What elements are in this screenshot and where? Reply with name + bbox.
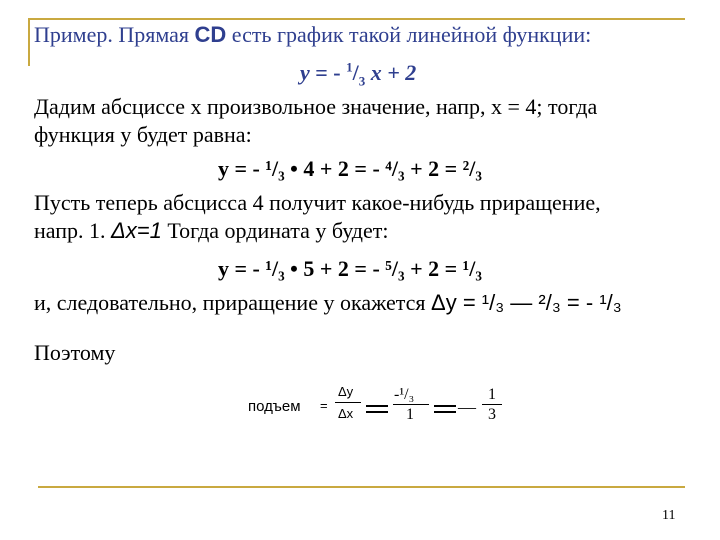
fraction2-bar [482, 404, 502, 405]
equals-bar-2a [434, 405, 456, 407]
fraction1-bar [393, 404, 429, 405]
equals-bar-1b [366, 411, 388, 413]
slope-label: подъем [248, 398, 301, 415]
slope-dy: Δy [338, 384, 354, 399]
therefore-text: Поэтому [34, 340, 116, 365]
para1-line2: функция у будет равна: [34, 122, 252, 147]
fraction1-numerator: -¹/₃ [394, 386, 415, 403]
para1-line1: Дадим абсциссе x произвольное значение, напр, x = 4; тогда [34, 94, 598, 119]
fraction1-denominator: 1 [406, 406, 414, 423]
formula-function: y = - $^1/_3$ x + 2 [300, 59, 417, 89]
top-rule [28, 18, 685, 20]
equals-bar-1a [366, 405, 388, 407]
slide-title: Пример. Прямая CD есть график такой линейной функции: [34, 22, 592, 47]
bottom-rule [38, 486, 685, 488]
formula-y-at-5: y = - ¹/₃ • 5 + 2 = - ⁵/₃ + 2 = ¹/₃ [218, 256, 482, 281]
fraction2-denominator: 3 [488, 406, 496, 423]
slope-equals-small: = [320, 398, 328, 413]
slope-fraction-bar [335, 402, 361, 403]
fraction2-minus: — [458, 397, 476, 417]
fraction2-numerator: 1 [488, 386, 496, 403]
para2-line2: напр. 1. Δx=1 Тогда ордината y будет: [34, 218, 389, 243]
para2-line1: Пусть теперь абсцисса 4 получит какое-нибудь приращение, [34, 190, 601, 215]
page-number: 11 [662, 508, 676, 523]
slope-dx: Δx [338, 406, 354, 421]
para3-line: и, следовательно, приращение y окажется Δy = ¹/₃ — ²/₃ = - ¹/₃ [34, 290, 622, 315]
left-rule [28, 18, 30, 66]
formula-y-at-4: y = - ¹/₃ • 4 + 2 = - ⁴/₃ + 2 = ²/₃ [218, 156, 482, 181]
equals-bar-2b [434, 411, 456, 413]
